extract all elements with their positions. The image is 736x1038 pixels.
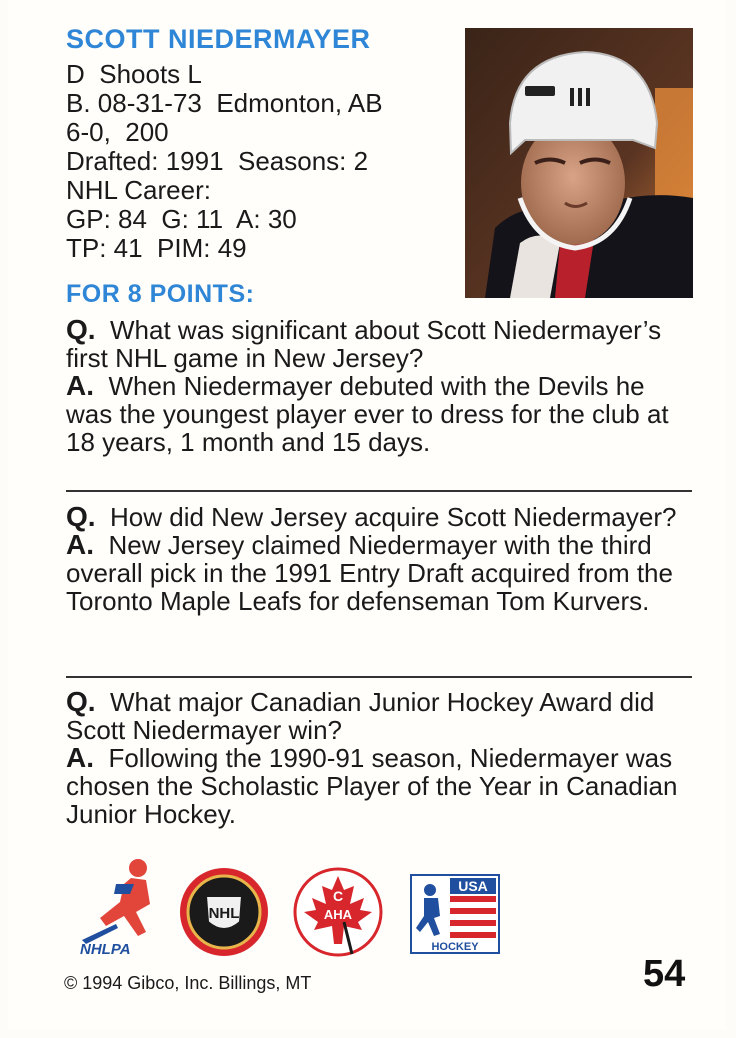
copyright-text: © 1994 Gibco, Inc. Billings, MT	[64, 973, 312, 993]
answer-3	[66, 744, 694, 828]
player-photo	[465, 28, 693, 298]
question-1	[66, 316, 694, 372]
points-heading: FOR 8 POINTS:	[66, 280, 255, 308]
sponsor-logos	[70, 850, 510, 960]
bio-draft: Drafted: 1991 Seasons: 2	[66, 146, 369, 176]
answer-label: A.	[66, 529, 94, 560]
question-label: Q.	[66, 501, 96, 532]
bio-stats-2: TP: 41 PIM: 49	[66, 233, 247, 263]
nhl-logo	[178, 866, 270, 958]
caha-text: AHA	[323, 907, 353, 922]
question-label: Q.	[66, 686, 96, 717]
caha-c-text: C	[332, 888, 344, 904]
player-name: SCOTT NIEDERMAYER	[66, 24, 371, 54]
answer-2	[66, 531, 694, 615]
question-text: How did New Jersey acquire Scott Niedermayer?	[110, 502, 677, 532]
bio-birth: B. 08-31-73 Edmonton, AB	[66, 88, 383, 118]
maple-leaf-icon	[292, 866, 384, 958]
card-number: 54	[643, 953, 686, 995]
qa-item-2	[66, 503, 694, 615]
answer-text: New Jersey claimed Niedermayer with the third overall pick in the 1991 Entry Draft acquired from the Toronto Maple Leafs for defenseman Tom Kurvers.	[66, 530, 673, 616]
nhlpa-skater-icon	[76, 854, 166, 958]
usa-flag-icon	[410, 874, 500, 954]
question-text: What major Canadian Junior Hockey Award did Scott Niedermayer win?	[66, 687, 655, 745]
question-3	[66, 688, 694, 744]
nhlpa-text: NHLPA	[80, 941, 131, 958]
qa-item-1	[66, 316, 694, 456]
nhlpa-logo	[76, 854, 166, 958]
bio-career-label: NHL Career:	[66, 175, 211, 205]
usa-hockey-text: HOCKEY	[431, 941, 479, 953]
qa-item-3	[66, 688, 694, 828]
answer-label: A.	[66, 742, 94, 773]
caha-logo	[292, 866, 384, 958]
answer-text: When Niedermayer debuted with the Devils he was the youngest player ever to dress for the club at 18 years, 1 month and 15 days.	[66, 371, 669, 457]
bio-stats-1: GP: 84 G: 11 A: 30	[66, 204, 297, 234]
divider	[66, 676, 692, 678]
nhl-shield-icon	[178, 866, 270, 958]
question-2	[66, 503, 694, 531]
answer-label: A.	[66, 370, 94, 401]
bio-position: D Shoots L	[66, 59, 202, 89]
bio-size: 6-0, 200	[66, 117, 169, 147]
question-text: What was significant about Scott Niedermayer’s first NHL game in New Jersey?	[66, 315, 662, 373]
question-label: Q.	[66, 314, 96, 345]
nhl-text: NHL	[208, 905, 240, 922]
usa-text: USA	[458, 878, 488, 894]
divider	[66, 490, 692, 492]
player-portrait-image	[465, 28, 693, 298]
answer-text: Following the 1990-91 season, Niedermayer was chosen the Scholastic Player of the Year in Canadian Junior Hockey.	[66, 743, 678, 829]
player-bio	[66, 60, 383, 263]
usa-hockey-logo	[410, 874, 500, 954]
answer-1	[66, 372, 694, 456]
